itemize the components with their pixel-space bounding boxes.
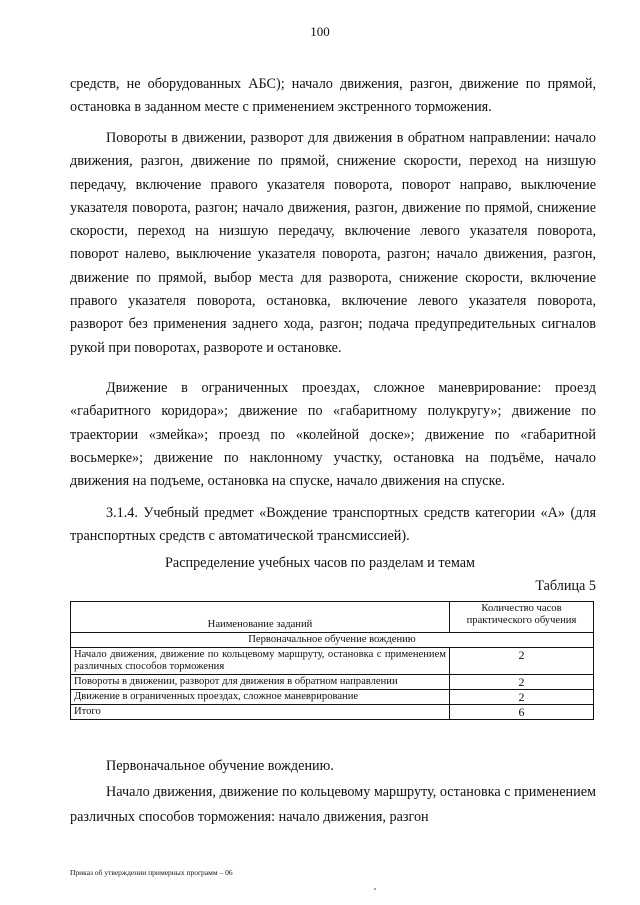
paragraph-continuation: средств, не оборудованных АБС); начало движения, разгон, движение по прямой, остановка в заданном месте с применением экстренного торможения. (70, 76, 596, 116)
paragraph-ring-route: Начало движения, движение по кольцевому маршруту, остановка с применением различных способов торможения: начало движения, разгон (70, 784, 596, 825)
paragraph-restricted-driving: Движение в ограниченных проездах, сложное маневрирование: проезд «габаритного коридора»; движение по «габаритному полукругу»; движение по траектории «змейка»; проезд по «колейной доске»; движение по «габаритной восьмерке»; движение по наклонному участку, остановка на подъёме, начало движения на подъеме, остановка на спуске, начало движения на спуске. (70, 380, 596, 490)
header-name: Наименование заданий (71, 602, 450, 633)
table-row (71, 690, 594, 705)
table-section-row (71, 633, 594, 648)
table-row (71, 648, 594, 675)
page-number: 100 (310, 24, 330, 39)
total-hours: 6 (450, 705, 594, 720)
table-header-row (71, 602, 594, 633)
paragraph-subject-heading: 3.1.4. Учебный предмет «Вождение транспортных средств категории «А» (для транспортных средств с автоматической трансмиссией). (70, 505, 596, 545)
table-row (71, 675, 594, 690)
table-title: Распределение учебных часов по разделам и темам (165, 555, 475, 571)
section-heading: Первоначальное обучение вождению. (106, 758, 334, 774)
task-name: Начало движения, движение по кольцевому маршруту, остановка с применением различных способов торможения (71, 648, 450, 675)
scan-speck (374, 888, 376, 890)
header-hours: Количество часов практического обучения (450, 602, 594, 633)
footer-note: Приказ об утверждении примерных программ – 06 (70, 868, 233, 877)
task-hours: 2 (450, 675, 594, 690)
task-name: Повороты в движении, разворот для движения в обратном направлении (71, 675, 450, 690)
table-label: Таблица 5 (535, 578, 596, 594)
table-total-row (71, 705, 594, 720)
paragraph-turns: Повороты в движении, разворот для движения в обратном направлении: начало движения, разгон, движение по прямой, снижение скорости, переход на низшую передачу, включение правого указателя поворота, поворот направо, выключение указателя поворота, разгон; начало движения, разгон, движение по прямой, снижение скорости, переход на низшую передачу, включение левого указателя поворота, поворот налево, выключение указателя поворота, разгон; начало движения, разгон, движение по прямой, выбор места для разворота, снижение скорости, включение правого указателя поворота, остановка, включение левого указателя поворота, разворот без применения заднего хода, разгон; подача предупредительных сигналов рукой при поворотах, развороте и остановке. (70, 130, 596, 356)
task-name: Движение в ограниченных проездах, сложное маневрирование (71, 690, 450, 705)
task-hours: 2 (450, 648, 594, 675)
hours-table (70, 601, 594, 720)
section-title: Первоначальное обучение вождению (71, 633, 594, 648)
total-label: Итого (71, 705, 450, 720)
task-hours: 2 (450, 690, 594, 705)
